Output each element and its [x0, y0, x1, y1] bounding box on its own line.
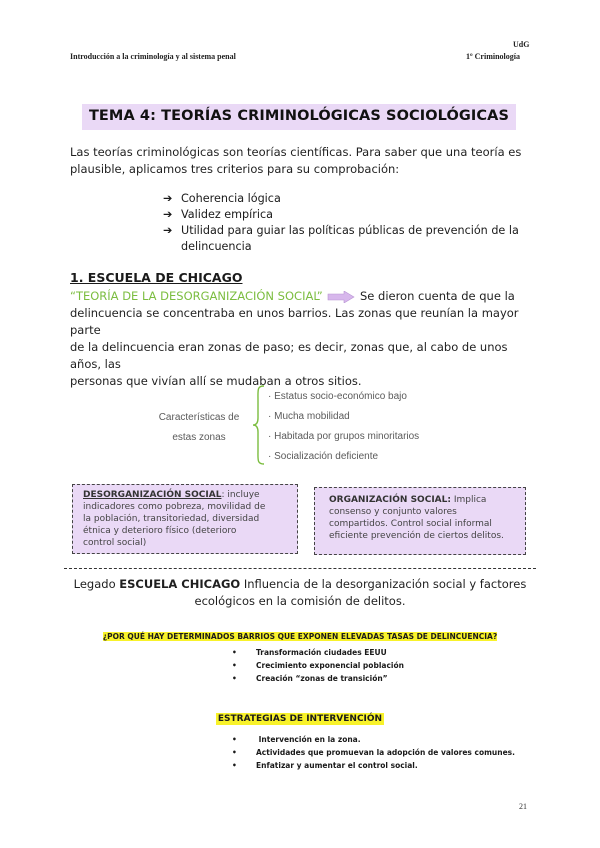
- question-text: ¿POR QUÉ HAY DETERMINADOS BARRIOS QUE EXPONEN ELEVADAS TASAS DE DELINCUENCIA?: [102, 632, 498, 641]
- criteria-list: [163, 191, 519, 255]
- list-item: ➔ Coherencia lógica: [163, 192, 281, 205]
- section1-line: personas que vivían allí se mudaban a otros sitios.: [70, 374, 362, 388]
- intro-paragraph: [70, 144, 521, 178]
- reasons-list: [232, 646, 404, 685]
- header-year: 1º Criminología: [466, 52, 520, 61]
- list-item: • Actividades que promuevan la adopción de valores comunes.: [232, 748, 515, 757]
- list-item: · Socialización deficiente: [268, 451, 379, 462]
- theory-name: “TEORÍA DE LA DESORGANIZACIÓN SOCIAL”: [70, 289, 323, 303]
- question-row: [64, 624, 536, 643]
- bullet-icon: •: [232, 761, 237, 770]
- section-heading: 1. ESCUELA DE CHICAGO: [70, 270, 243, 285]
- list-item: ➔ Validez empírica: [163, 208, 273, 221]
- section1-line: delincuencia se concentraba en unos barrios. Las zonas que reunían la mayor parte: [70, 306, 519, 337]
- characteristics-label: Características de estas zonas: [158, 412, 240, 443]
- list-item: • Enfatizar y aumentar el control social.: [232, 761, 418, 770]
- list-item: • Transformación ciudades EEUU: [232, 648, 387, 657]
- bullet-icon: •: [232, 735, 237, 744]
- section1-line: de la delincuencia eran zonas de paso; es decir, zonas que, al cabo de unos años, las: [70, 340, 508, 371]
- list-item: • Creación “zonas de transición”: [232, 674, 388, 683]
- separator: [64, 568, 536, 569]
- bullet-icon: •: [232, 748, 237, 757]
- right-arrow-icon: [326, 291, 356, 303]
- legacy-paragraph: Legado ESCUELA CHICAGO Influencia de la desorganización social y factores ecológicos en la comisión de delitos.: [73, 577, 527, 608]
- list-item: · Habitada por grupos minoritarios: [268, 431, 420, 442]
- list-item: • Intervención en la zona.: [232, 735, 361, 744]
- list-item: • Crecimiento exponencial población: [232, 661, 404, 670]
- box-title: ORGANIZACIÓN SOCIAL:: [329, 495, 451, 505]
- list-item: · Mucha mobilidad: [268, 411, 350, 422]
- list-item: · Estatus socio-económico bajo: [268, 391, 407, 402]
- page-title: TEMA 4: TEORÍAS CRIMINOLÓGICAS SOCIOLÓGICAS: [88, 108, 510, 124]
- header-university: UdG: [513, 40, 530, 49]
- bullet-icon: •: [232, 648, 237, 657]
- intro-line: Las teorías criminológicas son teorías científicas. Para saber que una teoría es: [70, 145, 522, 159]
- arrow-icon: ➔: [163, 192, 173, 205]
- disorganization-box: DESORGANIZACIÓN SOCIAL: incluye indicadores como pobreza, movilidad de la población, transitoriedad, diversidad étnica y deterioro físico (deterioro control social): [72, 484, 298, 554]
- arrow-icon: ➔: [163, 224, 173, 237]
- page-number: 21: [519, 802, 527, 811]
- list-item-continuation: delincuencia: [181, 240, 252, 253]
- box-title: DESORGANIZACIÓN SOCIAL: [83, 490, 222, 500]
- strategies-list: [232, 733, 515, 772]
- arrow-icon: ➔: [163, 208, 173, 221]
- intro-line: plausible, aplicamos tres criterios para su comprobación:: [70, 162, 400, 176]
- bullet-icon: •: [232, 674, 237, 683]
- header-course-title: Introducción a la criminología y al sistema penal: [70, 52, 236, 61]
- strategies-heading: ESTRATEGIAS DE INTERVENCIÓN: [217, 714, 383, 724]
- section1-paragraph: [70, 288, 540, 390]
- organization-box: ORGANIZACIÓN SOCIAL: Implica consenso y conjunto valores compartidos. Control social informal eficiente prevención de ciertos delitos.: [314, 487, 526, 555]
- characteristics-items: [268, 387, 419, 467]
- curly-brace-icon: [252, 384, 266, 466]
- bullet-icon: •: [232, 661, 237, 670]
- list-item: ➔ Utilidad para guiar las políticas públicas de prevención de la: [163, 224, 519, 237]
- section1-line: “TEORÍA DE LA DESORGANIZACIÓN SOCIAL” Se dieron cuenta de que la: [70, 289, 515, 303]
- strategies-heading-row: [64, 706, 536, 725]
